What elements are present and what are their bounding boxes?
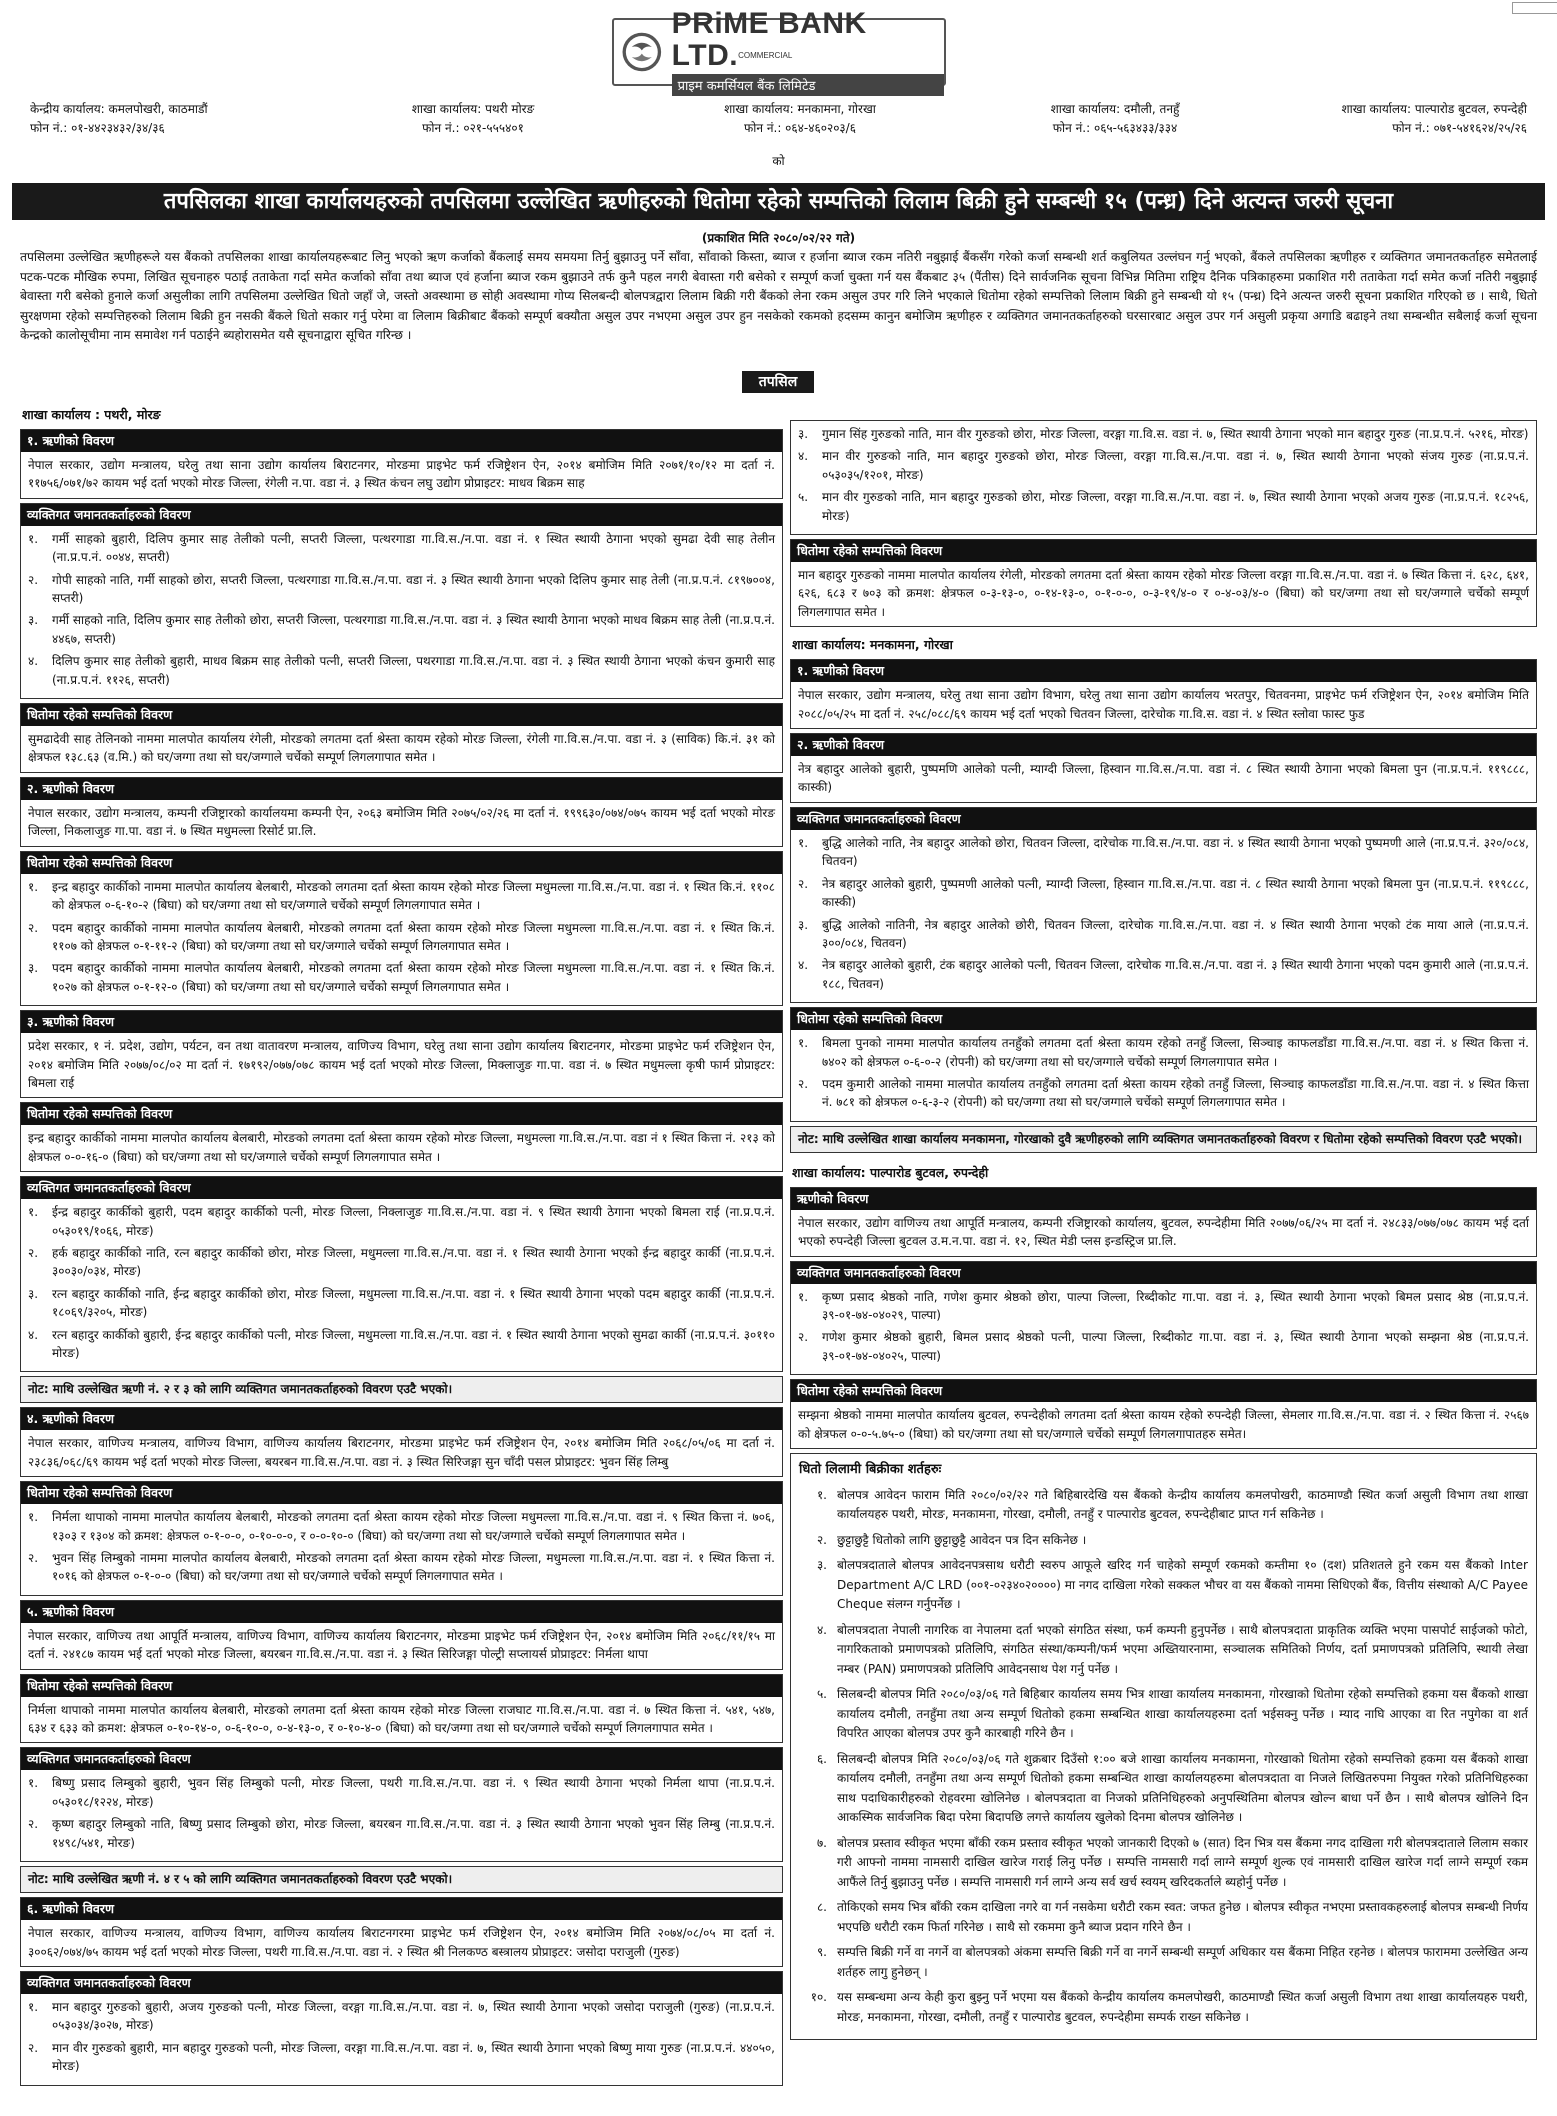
item-number: १.	[28, 879, 39, 894]
list-item	[28, 1203, 775, 1240]
office-label-pathari: शाखा कार्यालय : पथरी, मोरङ	[22, 407, 161, 422]
item-number: ४.	[798, 958, 809, 973]
item-text: ईन्द्र बहादुर कार्कीको बुहारी, पदम बहादुर कार्कीको पत्नी, मोरङ जिल्ला, निक्लाजुङ गा.वि.स./न.पा. वडा नं. ९ स्थित स्थायी ठेगाना भएको बिमला राई (ना.प्र.प.नं. ०५३०१९/१०६६, मोरङ)	[52, 1205, 775, 1238]
list-item	[798, 1075, 1529, 1112]
condition-number: १०.	[810, 1990, 827, 2004]
item-text: गुमान सिंह गुरुङको नाति, मान वीर गुरुङको छोरा, मोरङ जिल्ला, वरङ्गा गा.वि.स. वडा नं. ७, स्थित स्थायी ठेगाना भएको मान बहादुर गुरुङ (ना.प्र.प.नं. ५२१६, मोरङ)	[822, 427, 1529, 441]
detail-section	[790, 807, 1537, 1003]
detail-section	[20, 1010, 783, 1098]
section-heading: ३. ऋणीको विवरण	[21, 1011, 782, 1033]
detail-section	[790, 1261, 1537, 1376]
item-text: हर्क बहादुर कार्कीको नाति, रत्न बहादुर कार्कीको छोरा, मोरङ जिल्ला, मधुमल्ला गा.वि.स./न.पा. वडा नं. १ स्थित स्थायी ठेगाना भएको ईन्द्र बहादुर कार्की (ना.प्र.प.नं. ३००३०/०३४, मोरङ)	[52, 1245, 775, 1279]
item-number: २.	[28, 1817, 39, 1832]
condition-number: २.	[816, 1532, 827, 1547]
item-text: कृष्ण बहादुर लिम्बुको नाति, बिष्णु प्रसाद लिम्बुको छोरा, मोरङ जिल्ला, बयरबन गा.वि.स./न.पा. वडा नं. ३ स्थित स्थायी ठेगाना भएको भुवन सिंह लिम्बु (ना.प्र.प.नं. १४९८/५४१, मोरङ)	[52, 1817, 775, 1850]
detail-section	[790, 1187, 1537, 1257]
section-heading: व्यक्तिगत जमानतकर्ताहरुको विवरण	[21, 1177, 782, 1199]
condition-text: छुट्टाछुट्टै धितोको लागि छुट्टाछुट्टै आवेदन पत्र दिन सकिनेछ ।	[837, 1532, 1087, 1547]
section-heading: व्यक्तिगत जमानतकर्ताहरुको विवरण	[791, 808, 1536, 830]
item-number: २.	[28, 920, 39, 935]
condition-number: ५.	[816, 1687, 827, 1701]
brand-nepali: प्राइम कमर्सियल बैंक लिमिटेड	[672, 74, 944, 96]
item-number: ३.	[28, 961, 39, 976]
item-text: पदम कुमारी आलेको नाममा मालपोत कार्यालय तनहुँको लगतमा दर्ता श्रेस्ता कायम रहेको तनहुँ जिल्ला, सिञ्चाइ काफलडाँडा गा.वि.स./न.पा. वडा नं. ४ स्थित कित्ता नं. ७८१ को क्षेत्रफल ०-६-३-२ (रोपनी) को घर/जग्गा तथा सो घर/जग्गाले चर्चेको सम्पूर्ण लिगलगापात समेत ।	[822, 1076, 1529, 1110]
section-heading: ऋणीको विवरण	[791, 1188, 1536, 1210]
item-number: १.	[798, 835, 809, 850]
condition-text: सम्पत्ति बिक्री गर्ने वा नगर्ने वा बोलपत्रको अंकमा सम्पत्ति बिक्री गर्ने वा नगर्ने सम्बन्धी सम्पूर्ण अधिकार यस बैंकमा निहित रहनेछ । बोलपत्र फाराममा उल्लेखित अन्य शर्तहरु लागु हुनेछन् ।	[837, 1945, 1528, 1979]
item-number: २.	[798, 876, 809, 891]
list-item	[798, 1288, 1529, 1325]
office-label-palparoad: शाखा कार्यालय: पाल्पारोड बुटवल, रुपन्देही	[792, 1164, 989, 1180]
condition-number: १.	[816, 1487, 827, 1502]
item-text: बिमला पुनको नाममा मालपोत कार्यालय तनहुँको लगतमा दर्ता श्रेस्ता कायम रहेको तनहुँ जिल्ला, सिञ्चाइ काफलडाँडा गा.वि.स./न.पा. वडा नं. ४ स्थित कित्ता नं. ७४०२ को क्षेत्रफल ०-६-०-२ (रोपनी) को घर/जग्गा तथा सो घर/जग्गाले चर्चेको सम्पूर्ण लिगलगापात समेत ।	[822, 1036, 1529, 1069]
detail-section	[20, 1102, 783, 1172]
condition-item	[799, 1943, 1528, 1982]
section-body: इन्द्र बहादुर कार्कीको नाममा मालपोत कार्यालय बेलबारी, मोरङको लगतमा दर्ता श्रेस्ता कायम रहेको मोरङ जिल्ला, मधुमल्ला गा.वि.स./न.पा. वडा नं १ स्थित कित्ता नं. २१३ को क्षेत्रफल ०-०-१६-० (बिघा) को घर/जग्गा तथा सो घर/जग्गाले चर्चेको सम्पूर्ण लिगलगापात समेत ।	[28, 1131, 775, 1164]
published-date: (प्रकाशित मिति २०८०/०२/२२ गते)	[701, 231, 856, 245]
section-heading: धितोमा रहेको सम्पत्तिको विवरण	[21, 704, 782, 726]
right-sections-3	[790, 1187, 1537, 1449]
section-body: निर्मला थापाको नाममा मालपोत कार्यालय बेलबारी, मोरङको लगतमा दर्ता श्रेस्ता कायम रहेको मोरङ जिल्ला राजघाट गा.वि.स./न.पा. वडा नं. ७ स्थित कित्ता नं. ५४१, ५४७, ६३४ र ६३३ को क्रमश: क्षेत्रफल ०-१०-१४-०, ०-६-१०-०, ०-४-१३-०, र ०-१०-४-० (बिघा) को घर/जग्गा तथा सो घर/जग्गाले चर्चेको सम्पूर्ण लिगलगापात समेत ।	[28, 1702, 775, 1736]
office-label-manakamana: शाखा कार्यालय: मनकामना, गोरखा	[792, 637, 953, 653]
note: नोट: माथि उल्लेखित ऋणी नं. ४ र ५ को लागि व्यक्तिगत जमानतकर्ताहरुको विवरण एउटै भएको।	[20, 1866, 783, 1893]
section-body	[21, 874, 782, 1005]
item-text: रत्न बहादुर कार्कीको नाति, ईन्द्र बहादुर कार्कीको छोरा, मोरङ जिल्ला, मधुमल्ला गा.वि.स./न.पा. वडा नं. १ स्थित स्थायी ठेगाना भएको पदम बहादुर कार्की (ना.प्र.प.नं. १८०६९/३२०५, मोरङ)	[52, 1286, 775, 1320]
item-number: ४.	[798, 449, 809, 464]
section-body	[21, 1770, 782, 1861]
office-kathmandu: केन्द्रीय कार्यालय: कमलपोखरी, काठमाडौं फोन नं.: ०१-४४२३४३२/३४/३६	[30, 102, 208, 135]
detail-section	[20, 1600, 783, 1670]
condition-number: ७.	[816, 1835, 827, 1850]
item-number: १.	[28, 531, 39, 546]
section-body: नेपाल सरकार, वाणिज्य मन्त्रालय, वाणिज्य विभाग, वाणिज्य कार्यालय बिराटनगर, मोरङमा प्राइभेट फर्म रजिष्ट्रेशन ऐन, २०१४ बमोजिम मिति २०६८/०५/०६ मा दर्ता नं. २३८३६/०६८/६९ कायम भई दर्ता भएको मोरङ जिल्ला, बयरबन गा.वि.स./न.पा. वडा नं. ३ स्थित सिरिजङ्गा सुन चाँदी पसल प्रोप्राइटर: भुवन सिंह लिम्बु	[28, 1436, 775, 1469]
list-item	[798, 834, 1529, 871]
condition-text: यस सम्बन्धमा अन्य केही कुरा बुझ्नु पर्ने भएमा यस बैंकको केन्द्रीय कार्यालय कमलपोखरी, काठमाण्डौ स्थित कर्जा असुली विभाग तथा शाखा कार्यालयहरु पथरी, मोरङ, मनकामना, गोरखा, दमौली, तनहुँ र पाल्पारोड बुटवल, रुपन्देहीमा सम्पर्क राख्न सकिनेछ ।	[837, 1990, 1528, 2024]
item-text: बुद्धि आलेको नाति, नेत्र बहादुर आलेको छोरा, चितवन जिल्ला, दारेचोक गा.वि.स./न.पा. वडा नं. ४ स्थित स्थायी ठेगाना भएको पुष्पमणी आले (ना.प्र.प.नं. ३२०/०८४, चितवन)	[822, 835, 1529, 869]
left-sections-2	[20, 1407, 783, 1862]
detail-section	[20, 1971, 783, 2086]
section-body: नेपाल सरकार, उद्योग मन्त्रालय, कम्पनी रजिष्ट्रारको कार्यालयमा कम्पनी ऐन, २०६३ बमोजिम मिति २०७५/०२/२६ मा दर्ता नं. १९९६३०/०७४/०७५ कायम भई दर्ता भएको मोरङ जिल्ला, निकलाजुङ गा.पा. वडा नं. ७ स्थित मधुमल्ला रिसोर्ट प्रा.लि.	[28, 805, 775, 839]
condition-text: तोकिएको समय भित्र बाँकी रकम दाखिला नगरे वा गर्न नसकेमा धरौटी रकम स्वत: जफत हुनेछ । बोलपत्र स्वीकृत नभएमा प्रस्तावकहरुलाई बोलपत्र सम्बन्धी निर्णय भएपछि धरौटी रकम फिर्ता गरिनेछ । साथै सो रकममा कुनै ब्याज प्रदान गरिने छैन ।	[837, 1900, 1528, 1934]
auction-conditions	[790, 1453, 1537, 2040]
office-pathari: शाखा कार्यालय: पथरी मोरङ फोन नं.: ०२१-५५५४०१	[411, 102, 535, 135]
detail-section	[20, 1407, 783, 1477]
section-heading: धितोमा रहेको सम्पत्तिको विवरण	[791, 1380, 1536, 1402]
item-text: मान वीर गुरुङको नाति, मान बहादुर गुरुङको छोरा, मोरङ जिल्ला, वरङ्गा गा.वि.स./न.पा. वडा नं. ७, स्थित स्थायी ठेगाना भएको संजय गुरुङ (ना.प्र.प.नं. ०५३०३५/१२०१, मोरङ)	[822, 449, 1529, 482]
item-number: १.	[28, 1510, 39, 1525]
list-item	[28, 530, 775, 567]
left-sections-3	[20, 1897, 783, 2085]
right-sections-1	[790, 659, 1537, 1122]
section-body: नेत्र बहादुर आलेको बुहारी, पुष्पमणि आलेको पत्नी, म्याग्दी जिल्ला, हिस्वान गा.वि.स./न.पा. वडा नं. ८ स्थित स्थायी ठेगाना भएको बिमला पुन (ना.प्र.प.नं. ११९८८८, कास्की)	[798, 762, 1529, 795]
section-heading: धितोमा रहेको सम्पत्तिको विवरण	[21, 1482, 782, 1504]
condition-item	[799, 1685, 1528, 1744]
detail-section	[20, 503, 783, 699]
item-number: २.	[28, 1245, 39, 1260]
item-number: २.	[28, 572, 39, 587]
item-number: १.	[28, 1999, 39, 2014]
item-number: २.	[28, 2040, 39, 2055]
detail-section	[20, 1674, 783, 1744]
item-text: नेत्र बहादुर आलेको बुहारी, टंक बहादुर आलेको पत्नी, चितवन जिल्ला, दारेचोक गा.वि.स./न.पा. वडा नं. ३ स्थित स्थायी ठेगाना भएको पदम कुमारी आले (ना.प्र.प.नं. १८८, चितवन)	[822, 958, 1529, 991]
list-item	[28, 1774, 775, 1811]
item-text: गर्मी साहको बुहारी, दिलिप कुमार साह तेलीको पत्नी, सप्तरी जिल्ला, पत्थरगाडा गा.वि.स./न.पा. वडा नं. १ स्थित स्थायी ठेगाना भएको सुमढा देवी साह तेलीन (ना.प्र.प.नं. ००४४, सप्तरी)	[52, 531, 775, 565]
notice-title: तपसिलका शाखा कार्यालयहरुको तपसिलमा उल्लेखित ऋणीहरुको धितोमा रहेको सम्पत्तिको लिलाम बिक्री हुने सम्बन्धी १५ (पन्ध्र) दिने अत्यन्त जरुरी सूचना	[12, 183, 1545, 220]
detail-section	[20, 1897, 783, 1967]
section-body	[21, 526, 782, 698]
detail-section	[790, 659, 1537, 729]
item-number: २.	[798, 1330, 809, 1345]
section-body: नेपाल सरकार, वाणिज्य तथा आपूर्ति मन्त्रालय, वाणिज्य विभाग, वाणिज्य कार्यालय बिराटनगर, मोरङमा प्राइभेट फर्म रजिष्ट्रेशन ऐन, २०१४ बमोजिम मिति २०६८/११/१५ मा दर्ता नं. २४१८७ कायम भई दर्ता भएको मोरङ जिल्ला, बयरबन गा.वि.स./न.पा. वडा नं. ३ स्थित सिरिजङ्गा पोल्ट्री सप्लायर्स प्रोप्राइटर: निर्मला थापा	[28, 1628, 775, 1662]
section-heading: २. ऋणीको विवरण	[21, 778, 782, 800]
detail-section	[20, 1481, 783, 1596]
section-heading: व्यक्तिगत जमानतकर्ताहरुको विवरण	[791, 1262, 1536, 1284]
item-text: मान बहादुर गुरुङको बुहारी, अजय गुरुङको पत्नी, मोरङ जिल्ला, वरङ्गा गा.वि.स./न.पा. वडा नं. ७, स्थित स्थायी ठेगाना भएको जसोदा पराजुली (गुरुङ) (ना.प्र.प.नं. ०५३०३४/३०२७, मोरङ)	[52, 1999, 775, 2033]
office-damauli: शाखा कार्यालय: दमौली, तनहुँ फोन नं.: ०६५-५६३४३३/३३४	[1050, 102, 1180, 135]
section-heading: व्यक्तिगत जमानतकर्ताहरुको विवरण	[21, 504, 782, 526]
detail-section	[20, 851, 783, 1006]
right-column	[790, 420, 1537, 2040]
list-item	[798, 447, 1529, 484]
section-body: प्रदेश सरकार, १ नं. प्रदेश, उद्योग, पर्यटन, वन तथा वातावरण मन्त्रालय, वाणिज्य विभाग, घरेलु तथा साना उद्योग कार्यालय बिराटनगर, मोरङमा प्राइभेट फर्म रजिष्ट्रेशन ऐन, २०१४ बमोजिम मिति २०७७/०८/०२ मा दर्ता नं. १७१९२/०७७/०७८ कायम भई दर्ता भएको मोरङ जिल्ला, मिक्लाजुङ गा.पा. वडा नं. ७ स्थित मधुमल्ला कृषी फार्म प्रोप्राइटर: बिमला राई	[28, 1039, 775, 1090]
condition-number: ६.	[816, 1751, 827, 1766]
section-heading: व्यक्तिगत जमानतकर्ताहरुको विवरण	[21, 1972, 782, 1994]
item-number: २.	[28, 1551, 39, 1566]
section-heading: १. ऋणीको विवरण	[791, 660, 1536, 682]
item-number: १.	[798, 1289, 809, 1304]
item-number: ४.	[28, 1327, 39, 1342]
item-number: ४.	[28, 654, 39, 669]
list-item	[28, 1285, 775, 1322]
condition-text: सिलबन्दी बोलपत्र मिति २०८०/०३/०६ गते शुक्रबार दिउँसो १:०० बजे शाखा कार्यालय मनकामना, गोरखाको धितोमा रहेको सम्पत्तिको हकमा यस बैंकको शाखा कार्यालय दमौली, तनहुँमा तथा अन्य सम्पूर्ण धितोको हकमा सम्बन्धित शाखा कार्यालयहरुमा बोलपत्रदाता वा निजले लिखितरुपमा नियुक्त गरेको प्रतिनिधिहरुका साथ पदाधिकारीहरुको रोहवरमा खोलिनेछ । बोलपत्रदाता वा निजको प्रतिनिधिहरुको अनुपस्थितिमा बोलपत्र खोल्न बाधा पर्ने छैन । साथै बोलपत्र खोलिने दिन आकस्मिक सार्वजनिक बिदा परेमा बिदापछि लगत्ते कार्यालय खुलेको दिनमा बोलपत्र खोलिनेछ ।	[837, 1751, 1528, 1824]
list-item	[798, 875, 1529, 912]
item-text: पदम बहादुर कार्कीको नाममा मालपोत कार्यालय बेलबारी, मोरङको लगतमा दर्ता श्रेस्ता कायम रहेको मोरङ जिल्ला मधुमल्ला गा.वि.स./न.पा. वडा नं. १ स्थित कि.नं. १०२७ को क्षेत्रफल ०-१-१२-० (बिघा) को घर/जग्गा तथा सो घर/जग्गाले चर्चेको सम्पूर्ण लिगलगापात समेत ।	[52, 961, 775, 994]
section-body: नेपाल सरकार, वाणिज्य मन्त्रालय, वाणिज्य विभाग, वाणिज्य कार्यालय बिराटनगरमा प्राइभेट फर्म रजिष्ट्रेशन ऐन, २०१४ बमोजिम मिति २०७४/०८/०५ मा दर्ता नं. ३००६२/०७४/७५ कायम भई दर्ता भएको मोरङ जिल्ला, पथरी गा.वि.स./न.पा. वडा नं. २ स्थित श्री निलकण्ठ बस्त्रालय प्रोप्राइटर: जसोदा पराजुली (गुरुङ)	[28, 1926, 775, 1959]
detail-section	[790, 1379, 1537, 1449]
prime-bank-logo-icon	[620, 26, 664, 78]
bank-logo	[612, 7, 946, 94]
list-item	[28, 919, 775, 956]
condition-item	[799, 1621, 1528, 1680]
brand-name: PRiME BANK LTD.$^{COMMERCIAL}$	[671, 7, 867, 72]
corner-tab	[1512, 2, 1557, 14]
item-text: दिलिप कुमार साह तेलीको बुहारी, माधव बिक्रम साह तेलीको पत्नी, सप्तरी जिल्ला, पथरगाडा गा.वि.स./न.पा. वडा नं. ३ स्थित स्थायी ठेगाना भएको कंचन कुमारी साह (ना.प्र.प.नं. ११२६, सप्तरी)	[52, 654, 775, 687]
condition-item	[799, 1750, 1528, 1828]
item-text: इन्द्र बहादुर कार्कीको नाममा मालपोत कार्यालय बेलबारी, मोरङको लगतमा दर्ता श्रेस्ता कायम रहेको मोरङ जिल्ला मधुमल्ला गा.वि.स./न.पा. वडा नं. १ स्थित कि.नं. ११०८ को क्षेत्रफल ०-६-१०-२ (बिघा) को घर/जग्गा तथा सो घर/जग्गाले चर्चेको सम्पूर्ण लिगलगापात समेत ।	[52, 879, 775, 913]
section-body: सम्झना श्रेष्ठको नाममा मालपोत कार्यालय बुटवल, रुपन्देहीको लगतमा दर्ता श्रेस्ता कायम रहेको रुपन्देही जिल्ला, सेमलार गा.वि.स./न.पा. वडा नं. २ स्थित कित्ता नं. २५६७ को क्षेत्रफल ०-०-५.७५-० (बिघा) को घर/जग्गा तथा सो घर/जग्गाले चर्चेको सम्पूर्ण लिगलगापातहरु समेत।	[798, 1408, 1529, 1441]
conditions-list	[799, 1486, 1528, 2028]
section-body	[21, 1994, 782, 2085]
office-palparoad: शाखा कार्यालय: पाल्पारोड बुटवल, रुपन्देही फोन नं.: ०७१-५४१६२४/२५/२६	[1341, 102, 1527, 135]
condition-item	[799, 1898, 1528, 1937]
item-number: १.	[798, 1036, 809, 1051]
item-text: मान वीर गुरुङको नाति, मान बहादुर गुरुङको छोरा, मोरङ जिल्ला, वरङ्गा गा.वि.स./न.पा. वडा नं. ७, स्थित स्थायी ठेगाना भएको अजय गुरुङ (ना.प्र.प.नं. १८२५६, मोरङ)	[822, 490, 1529, 523]
note: नोट: माथि उल्लेखित शाखा कार्यालय मनकामना, गोरखाको दुवै ऋणीहरुको लागि व्यक्तिगत जमानतकर्ताहरुको विवरण र धितोमा रहेको सम्पत्तिको विवरण एउटै भएको।	[790, 1126, 1537, 1153]
office-manakamana: शाखा कार्यालय: मनकामना, गोरखा फोन नं.: ०६४-४६०२०३/६	[724, 102, 876, 135]
item-text: रत्न बहादुर कार्कीको बुहारी, ईन्द्र बहादुर कार्कीको पत्नी, मोरङ जिल्ला, मधुमल्ला गा.वि.स./न.पा. वडा नं. १ स्थित स्थायी ठेगाना भएको सुमढा कार्की (ना.प्र.प.नं. ३०११० मोरङ)	[52, 1327, 775, 1360]
section-body	[21, 1199, 782, 1371]
item-text: बुद्धि आलेको नातिनी, नेत्र बहादुर आलेको छोरी, चितवन जिल्ला, दारेचोक गा.वि.स./न.पा. वडा नं. ४ स्थित स्थायी ठेगाना भएको टंक माया आले (ना.प्र.प.नं. ३००/०८४, चितवन)	[822, 917, 1529, 950]
condition-text: सिलबन्दी बोलपत्र मिति २०८०/०३/०६ गते बिहिबार कार्यालय समय भित्र शाखा कार्यालय मनकामना, गोरखाको धितोमा रहेको सम्पत्तिको हकमा यस बैंकको शाखा कार्यालय दमौली, तनहुँमा तथा अन्य सम्पूर्ण धितोको हकमा सम्बन्धित शाखा कार्यालयहरुमा दर्ता भईसक्नु पर्नेछ । म्याद नाघि आएका वा रित नपुगेका वा शर्त विपरित आएका बोलपत्र उपर कुनै कारबाही गरिने छैन ।	[837, 1687, 1528, 1740]
condition-item	[799, 1486, 1528, 1525]
section-body	[21, 1504, 782, 1595]
section-body: मान बहादुर गुरुङको नाममा मालपोत कार्यालय रंगेली, मोरङको लगतमा दर्ता श्रेस्ता कायम रहेको मोरङ जिल्ला वरङ्गा गा.वि.स./न.पा. वडा नं. ७ स्थित कित्ता नं. ६२८, ६४१, ६२६, ६८३ र ७०३ को क्रमश: क्षेत्रफल ०-३-१३-०, ०-१४-१३-०, ०-१-०-०, ०-३-१९/४-० र ०-४-०३/४-० (बिघा) को घर/जग्गा तथा सो घर/जग्गाले चर्चेको सम्पूर्ण लिगलगापात समेत ।	[798, 568, 1529, 619]
section-heading: व्यक्तिगत जमानतकर्ताहरुको विवरण	[21, 1748, 782, 1770]
left-column	[20, 405, 783, 2090]
list-item	[28, 571, 775, 608]
condition-text: बोलपत्र आवेदन फाराम मिति २०८०/०२/२२ गते बिहिबारदेखि यस बैंकको केन्द्रीय कार्यालय कमलपोखरी, काठमाण्डौ स्थित कर्जा असुली विभाग तथा शाखा कार्यालयहरु पथरी, मोरङ, मनकामना, गोरखा, दमौली, तनहुँ र पाल्पारोड बुटवल, रुपन्देहीबाट प्राप्त गर्न सकिनेछ ।	[837, 1487, 1528, 1521]
item-number: ३.	[28, 1286, 39, 1301]
list-item	[28, 1244, 775, 1281]
section-heading: धितोमा रहेको सम्पत्तिको विवरण	[791, 1008, 1536, 1030]
section-heading: धितोमा रहेको सम्पत्तिको विवरण	[21, 852, 782, 874]
left-sections-1	[20, 429, 783, 1372]
item-text: गणेश कुमार श्रेष्ठको बुहारी, बिमल प्रसाद श्रेष्ठको पत्नी, पाल्पा जिल्ला, रिब्दीकोट गा.पा. वडा नं. ३, स्थित स्थायी ठेगाना भएको सम्झना श्रेष्ठ (ना.प्र.प.नं. ३९-०१-७४-०४०२५, पाल्पा)	[822, 1330, 1529, 1363]
section-heading: ४. ऋणीको विवरण	[21, 1408, 782, 1430]
list-item	[28, 1815, 775, 1852]
list-item	[798, 916, 1529, 953]
item-number: १.	[28, 1776, 39, 1791]
conditions-heading: धितो लिलामी बिक्रीका शर्तहरुः	[799, 1462, 942, 1477]
item-number: २.	[798, 1076, 809, 1091]
condition-number: ३.	[816, 1558, 827, 1572]
section-body	[791, 421, 1536, 534]
condition-item	[799, 1556, 1528, 1615]
list-item	[28, 652, 775, 689]
list-item	[28, 1508, 775, 1545]
detail-section	[790, 733, 1537, 803]
section-heading: धितोमा रहेको सम्पत्तिको विवरण	[21, 1103, 782, 1125]
section-heading: धितोमा रहेको सम्पत्तिको विवरण	[21, 1675, 782, 1697]
section-heading: ६. ऋणीको विवरण	[21, 1898, 782, 1920]
item-text: कृष्ण प्रसाद श्रेष्ठको नाति, गणेश कुमार श्रेष्ठको छोरा, पाल्पा जिल्ला, रिब्दीकोट गा.पा. वडा नं. ३, स्थित स्थायी ठेगाना भएको बिमल प्रसाद श्रेष्ठ (ना.प्र.प.नं. ३९-०१-७४-०४०२९, पाल्पा)	[822, 1289, 1529, 1322]
detail-section	[20, 777, 783, 847]
tapsil-heading: तपसिल	[742, 371, 814, 393]
item-number: ५.	[798, 490, 809, 505]
section-heading: २. ऋणीको विवरण	[791, 734, 1536, 756]
detail-section	[20, 1747, 783, 1862]
item-number: ३.	[798, 427, 809, 441]
section-body: नेपाल सरकार, उद्योग मन्त्रालय, घरेलु तथा साना उद्योग विभाग, घरेलु तथा साना उद्योग कार्यालय भरतपुर, चितवनमा, प्राइभेट फर्म रजिष्ट्रेशन ऐन, २०१४ बमोजिम मिति २०८८/०५/२५ मा दर्ता नं. २५८/०८८/६९ कायम भई दर्ता भएको चितवन जिल्ला, दारेचोक गा.वि.स. वडा नं. ४ स्थित स्लोवा फास्ट फुड	[798, 688, 1529, 721]
section-heading: धितोमा रहेको सम्पत्तिको विवरण	[791, 540, 1536, 562]
list-item	[798, 488, 1529, 525]
intro-paragraph: तपसिलमा उल्लेखित ऋणीहरूले यस बैंकको तपसिलका शाखा कार्यालयहरूबाट लिनु भएको ऋण कर्जाको बैंकलाई समय समयमा तिर्नु बुझाउनु पर्ने साँवा, साँवाको किस्ता, ब्याज र हर्जाना ब्याज रकम नतिरी नबुझाई बैंकसँग गरेको कर्जा सम्बन्धी शर्त कबुलियत उल्लंघन गर्नु भएको, बैंकले तपसिलका ऋणीहरु र व्यक्तिगत जमानतकर्ताहरु समेतलाई पटक-पटक मौखिक रुपमा, लिखित सूचनाहरु पठाई तताकेता गर्दा समेत कर्जाको साँवा तथा ब्याज एवं हर्जाना ब्याज रकम बुझाउने तर्फ कुनै पहल नगरी बेवास्ता गरी बसेको र सम्पूर्ण कर्जा चुक्ता गर्न यस बैंकबाट ३५ (पैंतीस) दिने सार्वजनिक सूचना विभिन्न मितिमा राष्ट्रिय दैनिक पत्रिकाहरुमा प्रकाशित गरी तताकेता गर्दा समेत कर्जा नतिरी नबुझाई बेवास्ता गरी बसेको हुनाले कर्जा असुलीका लागि तपसिलमा उल्लेखित धितो जहाँ जे, जस्तो अवस्थामा छ सोही अवस्थामा गोप्य सिलबन्दी बोलपत्रद्वारा लिलाम बिक्री गरी बैंकको लेना रकम असुल उपर गरि लिने भएकाले धितोमा रहेको सम्पत्तिको लिलाम बिक्री हुने सम्बन्धी यो १५ (पन्ध्र) दिने अत्यन्त जरुरी सूचना प्रकाशित गरिएको छ । साथै, धितो सुरक्षणमा रहेको सम्पत्तिहरुको लिलाम बिक्री हुन नसकी बैंकले धितो सकार गर्नु परेमा वा लिलाम बिक्रीबाट बैंकको सम्पूर्ण बक्यौता असुल उपर नभएमा असुल उपर हुन नसकेको रकमको हदसम्म कानुन बमोजिम ऋणीहरु र व्यक्तिगत जमानतकर्ताहरुको घरसारबाट असुल उपर गर्न असुली प्रकृया अगाडि बढाइने तथा सम्बन्धीत सबैलाई कर्जा सूचना केन्द्रको कालोसूचीमा नाम समावेश गर्न पठाईने ब्यहोरासमेत यसै सूचनाद्वारा सूचित गरिन्छ ।	[20, 250, 1537, 342]
list-item	[798, 425, 1529, 443]
item-number: ३.	[798, 917, 809, 932]
condition-text: बोलपत्र प्रस्ताव स्वीकृत भएमा बाँकी रकम प्रस्ताव स्वीकृत भएको जानकारी दिएको ७ (सात) दिन भित्र यस बैंकमा नगद दाखिला गरी बोलपत्रदाताले लिलाम सकार गरी आफ्नो नाममा नामसारी दाखिल खारेज गराई लिनु पर्नेछ । सम्पत्ति नामसारी गर्दा लाग्ने सम्पूर्ण शुल्क एवं नामसारी दाखिल खारेज गर्दा लाग्ने सम्पूर्ण रकम आफैंले तिर्नु बुझाउनु पर्नेछ । सम्पत्ति नामसारी गर्न लाग्ने अन्य सर्व खर्च स्वयम् खरिदकर्ताले ब्यहोर्नु पर्नेछ ।	[837, 1835, 1528, 1889]
item-text: भुवन सिंह लिम्बुको नाममा मालपोत कार्यालय बेलबारी, मोरङको लगतमा दर्ता श्रेस्ता कायम रहेको मोरङ जिल्ला, मधुमल्ला गा.वि.स./न.पा. वडा नं. १ स्थित कित्ता नं. १०१६ को क्षेत्रफल ०-१-०-० (बिघा) को घर/जग्गा तथा सो घर/जग्गाले चर्चेको सम्पूर्ण लिगलगापात समेत ।	[52, 1551, 775, 1584]
list-item	[798, 956, 1529, 993]
section-body: सुमढादेवी साह तेलिनको नाममा मालपोत कार्यालय रंगेली, मोरङको लगतमा दर्ता श्रेस्ता कायम रहेको मोरङ जिल्ला, रंगेली गा.वि.स./न.पा. वडा नं. ३ (साविक) कि.नं. ३१ को क्षेत्रफल १३८.६३ (व.मि.) को घर/जग्गा तथा सो घर/जग्गाले चर्चेको सम्पूर्ण लिगलगापात समेत ।	[28, 732, 775, 765]
item-number: ३.	[28, 613, 39, 628]
section-heading: १. ऋणीको विवरण	[21, 430, 782, 452]
list-item	[28, 1326, 775, 1363]
condition-item	[799, 1988, 1528, 2027]
condition-item	[799, 1531, 1528, 1551]
detail-section	[790, 1007, 1537, 1122]
section-body: नेपाल सरकार, उद्योग वाणिज्य तथा आपूर्ति मन्त्रालय, कम्पनी रजिष्ट्रारको कार्यालय, बुटवल, रुपन्देहीमा मिति २०७७/०६/२५ मा दर्ता नं. २४८३३/०७७/०७८ कायम भई दर्ता भएको रुपन्देही जिल्ला बुटवल उ.म.न.पा. वडा नं. १२, स्थित मेडी प्लस इन्डस्ट्रिज प्रा.लि.	[798, 1215, 1529, 1249]
condition-item	[799, 1834, 1528, 1893]
list-item	[28, 878, 775, 915]
condition-number: ८.	[816, 1900, 827, 1914]
list-item	[28, 1549, 775, 1586]
list-item	[28, 2039, 775, 2076]
salutation: को	[772, 154, 785, 168]
detail-section	[20, 1176, 783, 1372]
section-body: नेपाल सरकार, उद्योग मन्त्रालय, घरेलु तथा साना उद्योग कार्यालय बिराटनगर, मोरङमा प्राइभेट फर्म रजिष्ट्रेशन ऐन, २०१४ बमोजिम मिति २०७१/१०/१२ मा दर्ता नं. ११७५६/०७१/७२ कायम भई दर्ता भएको मोरङ जिल्ला, रंगेली न.पा. वडा नं. ३ स्थित कंचन लघु उद्योग प्रोप्राइटर: माधव बिक्रम साह	[28, 458, 775, 491]
condition-number: ४.	[816, 1622, 827, 1637]
list-item	[28, 959, 775, 996]
section-body	[791, 830, 1536, 1002]
condition-number: ९.	[816, 1945, 827, 1959]
list-item	[28, 1998, 775, 2035]
item-text: बिष्णु प्रसाद लिम्बुको बुहारी, भुवन सिंह लिम्बुको पत्नी, मोरङ जिल्ला, पथरी गा.वि.स./न.पा. वडा नं. ९ स्थित स्थायी ठेगाना भएको निर्मला थापा (ना.प्र.प.नं. ०५३०१८/१२२४, मोरङ)	[52, 1776, 775, 1809]
item-text: मान वीर गुरुङको बुहारी, मान बहादुर गुरुङको पत्नी, मोरङ जिल्ला, वरङ्गा गा.वि.स./न.पा. वडा नं. ७, स्थित स्थायी ठेगाना भएको बिष्णु माया गुरुङ (ना.प्र.प.नं. ४४०५०, मोरङ)	[52, 2040, 775, 2074]
guarantor-continued-section	[790, 420, 1537, 535]
section-heading: ५. ऋणीको विवरण	[21, 1601, 782, 1623]
condition-text: बोलपत्रदाता नेपाली नागरिक वा नेपालमा दर्ता भएको संगठित संस्था, फर्म कम्पनी हुनुपर्नेछ । साथै बोलपत्रदाता प्राकृतिक व्यक्ति भएमा पासपोर्ट साईजको फोटो, नागरिकताको प्रमाणपत्रको प्रतिलिपि, संगठित संस्था/कम्पनी/फर्म भएमा अख्तियारनामा, सञ्चालक समितिको निर्णय, दर्ता प्रमाणपत्रको प्रतिलिपि, स्थायी लेखा नम्बर (PAN) प्रमाणपत्रको प्रतिलिपि आवेदनसाथ पेश गर्नु पर्नेछ ।	[837, 1622, 1528, 1676]
detail-section	[20, 703, 783, 773]
list-item	[28, 611, 775, 648]
section-body	[791, 1030, 1536, 1121]
item-text: पदम बहादुर कार्कीको नाममा मालपोत कार्यालय बेलबारी, मोरङको लगतमा दर्ता श्रेस्ता कायम रहेको मोरङ जिल्ला मधुमल्ला गा.वि.स./न.पा. वडा नं. १ स्थित कि.नं. ११०७ को क्षेत्रफल ०-१-११-२ (बिघा) को घर/जग्गा तथा सो घर/जग्गाले चर्चेको सम्पूर्ण लिगलगापात समेत ।	[52, 920, 775, 953]
collateral-section	[790, 539, 1537, 627]
item-text: गर्मी साहको नाति, दिलिप कुमार साह तेलीको छोरा, सप्तरी जिल्ला, पत्थरगाडा गा.वि.स./न.पा. वडा नं. ३ स्थित स्थायी ठेगाना भएको माधव बिक्रम साह तेली (ना.प्र.प.नं. ४४६७, सप्तरी)	[52, 613, 775, 646]
item-text: निर्मला थापाको नाममा मालपोत कार्यालय बेलबारी, मोरङको लगतमा दर्ता श्रेस्ता कायम रहेको मोरङ जिल्ला मधुमल्ला गा.वि.स./न.पा. वडा नं. ९ स्थित कित्ता नं. ७०६, १३०३ र १३०४ को क्रमश: क्षेत्रफल ०-१-०-०, ०-१०-०-०, र ०-०-१०-० (बिघा) को घर/जग्गा तथा सो घर/जग्गाले चर्चेको सम्पूर्ण लिगलगापात समेत ।	[52, 1510, 775, 1543]
item-text: गोपी साहको नाति, गर्मी साहको छोरा, सप्तरी जिल्ला, पत्थरगाडा गा.वि.स./न.पा. वडा नं. ३ स्थित स्थायी ठेगाना भएको दिलिप कुमार साह तेली (ना.प्र.प.नं. ८१९७००४, सप्तरी)	[52, 572, 775, 606]
list-item	[798, 1034, 1529, 1071]
office-list	[30, 100, 1527, 140]
item-number: १.	[28, 1205, 39, 1220]
section-body	[791, 1284, 1536, 1375]
note: नोट: माथि उल्लेखित ऋणी नं. २ र ३ को लागि व्यक्तिगत जमानतकर्ताहरुको विवरण एउटै भएको।	[20, 1376, 783, 1403]
condition-text: बोलपत्रदाताले बोलपत्र आवेदनपत्रसाथ धरौटी स्वरुप आफूले खरिद गर्न चाहेको सम्पूर्ण रकमको कम्तीमा १० (दश) प्रतिशतले हुने रकम यस बैंकको Inter Department A/C LRD (००१-०२३४०२००००) मा नगद दाखिला गरेको सक्कल भौचर वा यस बैंकको नाममा सिधिएको बैंक, वित्तीय संस्थाको A/C Payee Cheque संलग्न गर्नुपर्नेछ ।	[837, 1558, 1528, 1611]
list-item	[798, 1328, 1529, 1365]
item-text: नेत्र बहादुर आलेको बुहारी, पुष्पमणी आलेको पत्नी, म्याग्दी जिल्ला, हिस्वान गा.वि.स./न.पा. वडा नं. ८ स्थित स्थायी ठेगाना भएको बिमला पुन (ना.प्र.प.नं. ११९८८८, कास्की)	[822, 876, 1529, 910]
detail-section	[20, 429, 783, 499]
